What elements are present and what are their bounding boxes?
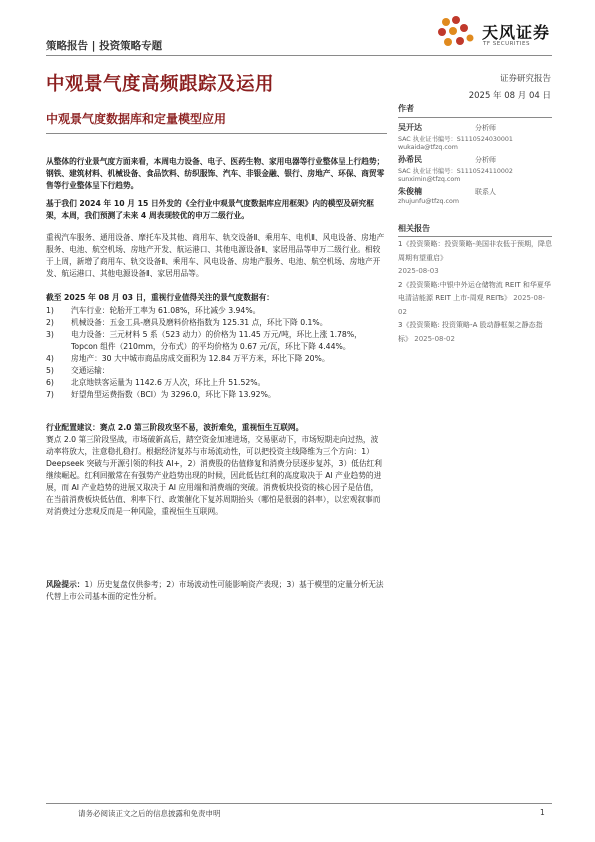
author-license: SAC 执业证书编号：S1110524030001 [398, 136, 513, 143]
report-title: 中观景气度高频跟踪及运用 [46, 74, 275, 95]
related-report[interactable] [398, 238, 552, 279]
related-title[interactable]: 3《投资策略: 投资策略-A 股动静框架之静态指标》 [398, 321, 543, 343]
related-date: 2025-08-03 [398, 267, 439, 275]
related-report[interactable] [398, 319, 552, 346]
list-item [46, 353, 385, 365]
related-list [398, 238, 552, 346]
list-item [46, 377, 385, 389]
author-email[interactable]: wukaida@tfzq.com [398, 144, 458, 151]
related-date: 2025-08-02 [398, 294, 545, 316]
list-number: 3) [46, 330, 54, 339]
report-category: 策略报告 | 投资策略专题 [46, 40, 163, 52]
model-intro-text: 基于我们 2024 年 10 月 15 日外发的《全行业中观景气度数据库应用框架》内的模型及研究框架，本周，我们预测了未来 4 周表现较优的申万二级行业。 [46, 199, 374, 220]
list-text: 汽车行业：轮胎开工率为 61.08%，环比减少 3.94%。 [71, 306, 261, 315]
related-title[interactable]: 2《投资策略:中银中外运仓储物流 REIT 和华夏华电清洁能源 REIT 上市-周观 REITs》 [398, 280, 551, 302]
subtitle-divider [46, 133, 387, 134]
related-divider [398, 236, 552, 237]
list-number: 1) [46, 306, 54, 315]
report-date: 2025 年 08 月 04 日 [468, 91, 551, 101]
list-text: 好望角型运费指数（BCI）为 3296.0，环比下降 13.92%。 [71, 390, 276, 399]
summary-trend-text: 从整体的行业景气度方面来看，本周电力设备、电子、医药生物、家用电器等行业整体呈上行趋势；钢铁、建筑材料、机械设备、食品饮料、纺织服饰、汽车、非银金融、银行、房地产、环保、商贸零售等行业整体呈下行趋势。 [46, 157, 385, 190]
page-number: 1 [540, 808, 545, 817]
list-item [46, 317, 385, 329]
author-email[interactable]: sunximin@tfzq.com [398, 176, 461, 183]
author-role: 分析师 [475, 124, 496, 132]
top-divider [46, 55, 552, 56]
list-text: 交通运输： [71, 366, 110, 375]
brand-sub: TF SECURITIES [483, 41, 530, 47]
footer-divider [46, 803, 552, 804]
author-email[interactable]: zhujunfu@tfzq.com [398, 198, 459, 205]
related-date: 2025-08-02 [414, 334, 455, 343]
list-number: 4) [46, 354, 54, 363]
list-item [46, 365, 385, 377]
allocation-advice [46, 422, 385, 518]
list-number: 7) [46, 390, 54, 399]
industry-picks [46, 232, 385, 280]
risk-warning [46, 579, 385, 603]
brand-name: 天风证券 [482, 23, 551, 42]
authors-heading: 作者 [398, 104, 414, 113]
list-number: 6) [46, 378, 54, 387]
list-text: 电力设备：三元材料 5 系（523 动力）的价格为 11.45 万元/吨，环比上涨 1.78%，Topcon 组件（210mm，分布式）的平均价格为 0.67 元/瓦，环比下降 4.44%。 [71, 330, 362, 351]
model-intro [46, 198, 385, 222]
list-text: 机械设备：五金工具-磨具及磨料价格指数为 125.31 点，环比下降 0.1%。 [71, 318, 328, 327]
related-title[interactable]: 1《投资策略：投资策略-美国非农低于预期，降息周期有望重启》 [398, 240, 552, 262]
author-name: 朱俊楠 [398, 187, 422, 196]
list-text: 北京地铁客运量为 1142.6 万人次，环比上升 51.52%。 [71, 378, 266, 387]
list-number: 2) [46, 318, 54, 327]
related-report[interactable] [398, 279, 552, 320]
report-type: 证券研究报告 [499, 74, 551, 84]
risk-text: 1）历史复盘仅供参考；2）市场波动性可能影响资产表现；3）基于模型的定量分析无法代替上市公司基本面的定性分析。 [46, 580, 384, 601]
footer-disclaimer: 请务必阅读正文之后的信息披露和免责申明 [78, 809, 221, 818]
allocation-heading: 行业配置建议：赛点 2.0 第三阶段攻坚不易，波折难免，重视恒生互联网。 [46, 423, 304, 432]
data-intro-text: 截至 2025 年 08 月 03 日，重视行业值得关注的景气度数据有： [46, 293, 274, 302]
report-subtitle: 中观景气度数据库和定量模型应用 [46, 112, 227, 126]
industry-picks-text: 重视汽车服务、通用设备、摩托车及其他、商用车、轨交设备Ⅱ、乘用车、电机Ⅱ、风电设备、房地产服务、电池、航空机场、房地产开发、航运港口、其他电源设备Ⅱ、家居用品等申万二级行业。相较于上周，新增了商用车、轨交设备Ⅱ、乘用车、风电设备、房地产服务、电池、航空机场、房地产开发、航运港口、其他电源设备Ⅱ、家居用品等。 [46, 233, 385, 278]
list-item [46, 389, 385, 401]
author-name: 吴开达 [398, 123, 422, 132]
list-text: 房地产：30 大中城市商品房成交面积为 12.84 万平方米，环比下降 20%。 [71, 354, 330, 363]
data-intro [46, 292, 385, 304]
related-heading: 相关报告 [398, 224, 430, 233]
author-name: 孙希民 [398, 155, 422, 164]
authors-divider [398, 117, 552, 118]
list-number: 5) [46, 366, 54, 375]
allocation-text: 赛点 2.0 第三阶段坚战，市场破新高后，踏空资金加速进场，交易驱动下，市场短期走向过热，波动率将放大，注意稳扎稳打。根据经济复苏与市场流动性，可以把投资主线降维为三个方向：1）Deepseek 突破与开源引领的科技 AI+，2）消费股的估值修复和消费分层逐步复苏，3）低估红利继续崛起。红利回撤常在有强势产业趋势出现的时候，因此低估红利的高度取决于 AI 产业趋势的进展，而 AI 产业趋势的进展又取决于 AI 应用端和消费端的突破。消费板块投资的核心因子是估值，在当前消费板块低估值、利率下行、政策催化下复苏周期抬头（哪怕是很弱的斜率），以宏观叙事而对消费过分悲观反而是一种风险，重视恒生互联网。 [46, 435, 382, 516]
list-item [46, 329, 385, 353]
indicator-list [46, 305, 385, 401]
author-role: 分析师 [475, 156, 496, 164]
summary-trend [46, 156, 385, 192]
author-license: SAC 执业证书编号：S1110524110002 [398, 168, 513, 175]
risk-label: 风险提示： [46, 580, 85, 589]
author-role: 联系人 [475, 188, 496, 196]
list-item [46, 305, 385, 317]
